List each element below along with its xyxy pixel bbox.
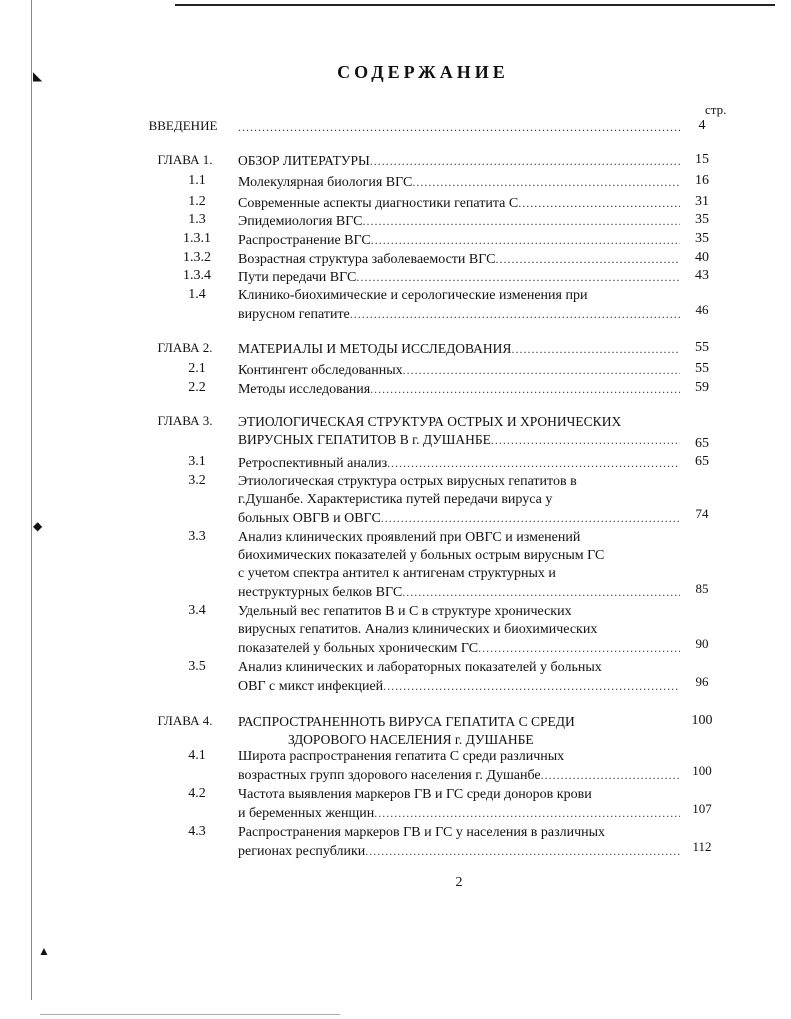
chapter-title-line: РАСПРОСТРАНЕННОТЬ ВИРУСА ГЕПАТИТА С СРЕДИ [238, 714, 575, 729]
section-title-line [238, 677, 680, 696]
section-title-text: больных ОВГВ и ОВГС [238, 511, 381, 526]
chapter-title-line [238, 152, 680, 170]
page-number: 2 [455, 875, 463, 890]
section-title-line [238, 639, 680, 658]
section-number: 2.1 [188, 361, 206, 376]
dot-leader [496, 250, 681, 269]
section-page: 65 [695, 454, 709, 469]
page-title: СОДЕРЖАНИЕ [337, 62, 509, 82]
section-page: 16 [695, 173, 709, 188]
section-title-text: Молекулярная биология ВГС [238, 175, 413, 190]
scan-border-left [31, 0, 32, 1000]
section-page: 107 [692, 800, 712, 816]
chapter-label: ГЛАВА 2. [157, 340, 213, 355]
chapter-page: 100 [691, 713, 713, 728]
dot-leader [412, 173, 680, 192]
section-title [238, 748, 680, 785]
section-title-line [238, 380, 680, 399]
section-title [238, 380, 680, 399]
chapter-title [238, 340, 680, 358]
section-title [238, 287, 680, 324]
section-page: 40 [695, 250, 709, 265]
section-title [238, 250, 680, 269]
section-number: 4.3 [188, 824, 206, 839]
chapter-title-line [238, 731, 680, 749]
section-page: 35 [695, 231, 709, 246]
section-title-text: показателей у больных хроническим ГС [238, 641, 479, 656]
section-title-text: регионах республики [238, 844, 366, 859]
section-title-line: Широта распространения гепатита С среди различных [238, 749, 565, 764]
chapter-page: 15 [695, 152, 709, 167]
chapter-page: 65 [695, 435, 709, 451]
dot-leader [402, 583, 680, 602]
section-title [238, 529, 680, 602]
section-title-text: неструктурных белков ВГС [238, 585, 403, 600]
section-title-line [238, 231, 680, 250]
section-title-line: Распространения маркеров ГВ и ГС у населения в различных [238, 825, 606, 840]
chapter-title-text: МАТЕРИАЛЫ И МЕТОДЫ ИССЛЕДОВАНИЯ [238, 341, 512, 356]
section-number: 3.3 [188, 529, 206, 544]
section-number: 3.5 [188, 659, 206, 674]
section-title-line: вирусных гепатитов. Анализ клинических и биохимических [238, 622, 598, 637]
section-title [238, 659, 680, 696]
dot-leader [381, 509, 680, 528]
dot-leader [356, 268, 680, 287]
section-page: 43 [695, 268, 709, 283]
section-title [238, 473, 680, 528]
section-title-line: Этиологическая структура острых вирусных гепатитов в [238, 474, 577, 489]
dot-leader [370, 380, 680, 399]
chapter-label: ГЛАВА 1. [157, 152, 213, 167]
dot-leader [374, 804, 680, 823]
section-title-text: ОВГ с микст инфекцией [238, 679, 384, 694]
section-title-line [238, 842, 680, 861]
section-number: 1.1 [188, 173, 206, 188]
section-title-line: Анализ клинических проявлений при ОВГС и изменений [238, 530, 581, 545]
section-title-line: г.Душанбе. Характеристика путей передачи вируса у [238, 492, 553, 507]
section-number: 4.2 [188, 786, 206, 801]
chapter-page: 55 [695, 340, 709, 355]
section-title-text: Возрастная структура заболеваемости ВГС [238, 252, 496, 267]
section-title-text: Современные аспекты диагностики гепатита С [238, 196, 519, 211]
section-title-line: Частота выявления маркеров ГВ и ГС среди доноров крови [238, 787, 592, 802]
dot-leader [541, 766, 680, 785]
section-page: 100 [692, 762, 712, 778]
section-number: 1.3.1 [183, 231, 211, 246]
section-title-line [238, 194, 680, 213]
section-title-line: с учетом спектра антител к антигенам структурных и [238, 566, 556, 581]
section-title-line [238, 509, 680, 528]
section-number: 1.3 [188, 212, 206, 227]
section-title-line [238, 583, 680, 602]
dot-leader [365, 842, 680, 861]
section-title-text: и беременных женщин [238, 806, 375, 821]
section-title-line [238, 212, 680, 231]
section-title-line: биохимических показателей у больных острым вирусным ГС [238, 548, 605, 563]
intro-leader [238, 118, 680, 137]
chapter-title [238, 713, 680, 749]
punch-mark-2: ◆ [33, 519, 43, 533]
chapter-title-text: ЗДОРОВОГО НАСЕЛЕНИЯ г. ДУШАНБЕ [288, 732, 534, 747]
dot-leader [518, 194, 680, 213]
section-title-line [238, 250, 680, 269]
section-page: 74 [695, 506, 709, 521]
section-title [238, 454, 680, 473]
section-title [238, 361, 680, 380]
section-page: 35 [695, 212, 709, 227]
chapter-title-line [238, 431, 680, 449]
section-title-line [238, 766, 680, 785]
dot-leader [371, 231, 680, 250]
section-title-text: Ретроспективный анализ [238, 456, 388, 471]
chapter-title-text: ВИРУСНЫХ ГЕПАТИТОВ В г. ДУШАНБЕ [238, 432, 491, 447]
section-title-text: Методы исследования [238, 382, 371, 397]
section-title-text: Распространение ВГС [238, 233, 371, 248]
chapter-label: ГЛАВА 4. [157, 713, 213, 728]
section-title [238, 194, 680, 213]
section-title-text: Пути передачи ВГС [238, 270, 357, 285]
section-title-line: Клинико-биохимические и серологические изменения при [238, 288, 588, 303]
section-page: 31 [695, 194, 709, 209]
section-page: 55 [695, 361, 709, 376]
section-page: 90 [695, 636, 709, 651]
chapter-title-line: ЭТИОЛОГИЧЕСКАЯ СТРУКТУРА ОСТРЫХ И ХРОНИЧЕСКИХ [238, 414, 622, 429]
section-page: 112 [692, 838, 712, 854]
section-title-line [238, 305, 680, 324]
section-number: 1.2 [188, 194, 206, 209]
intro-label: ВВЕДЕНИЕ [148, 118, 218, 133]
chapter-title [238, 413, 680, 449]
section-title [238, 173, 680, 192]
section-title [238, 212, 680, 231]
section-number: 2.2 [188, 380, 206, 395]
section-page: 96 [695, 673, 709, 689]
section-title-text: возрастных групп здорового населения г. Душанбе [238, 768, 541, 783]
section-title-text: Эпидемиология ВГС [238, 214, 363, 229]
dot-leader [362, 212, 680, 231]
section-page: 46 [695, 301, 709, 317]
dot-leader [370, 152, 680, 170]
dot-leader [511, 340, 680, 358]
section-title-text: Контингент обследованных [238, 363, 403, 378]
section-title [238, 231, 680, 250]
scan-border-top [175, 4, 775, 6]
dot-leader [478, 639, 680, 658]
punch-mark-1: ◣ [33, 69, 43, 83]
section-title-line [238, 268, 680, 287]
scan-border-bottom [40, 1014, 340, 1015]
section-title-line [238, 173, 680, 192]
section-page: 85 [695, 580, 709, 596]
section-title-text: вирусном гепатите [238, 307, 350, 322]
chapter-title [238, 152, 680, 170]
section-number: 1.3.4 [183, 268, 211, 283]
punch-mark-3: ▲ [38, 944, 50, 958]
section-title [238, 603, 680, 658]
section-page: 59 [695, 380, 709, 395]
dot-leader [350, 305, 680, 324]
chapter-title-line [238, 340, 680, 358]
section-number: 1.4 [188, 287, 206, 302]
dot-leader [403, 361, 680, 380]
chapter-label: ГЛАВА 3. [157, 413, 213, 428]
section-title [238, 824, 680, 861]
section-title-line: Анализ клинических и лабораторных показателей у больных [238, 660, 602, 675]
section-title [238, 268, 680, 287]
dot-leader [387, 454, 680, 473]
chapter-title-text: ОБЗОР ЛИТЕРАТУРЫ [238, 153, 370, 168]
section-number: 3.4 [188, 603, 206, 618]
intro-page: 4 [698, 118, 706, 133]
dot-leader [491, 431, 680, 449]
section-title-line [238, 454, 680, 473]
section-title-line: Удельный вес гепатитов В и С в структуре хронических [238, 604, 572, 619]
page-column-label: стр. [705, 102, 727, 117]
section-title [238, 786, 680, 823]
section-number: 3.2 [188, 473, 206, 488]
section-number: 3.1 [188, 454, 206, 469]
section-number: 1.3.2 [183, 250, 211, 265]
section-title-line [238, 361, 680, 380]
section-title-line [238, 804, 680, 823]
dot-leader [383, 677, 680, 696]
section-number: 4.1 [188, 748, 206, 763]
